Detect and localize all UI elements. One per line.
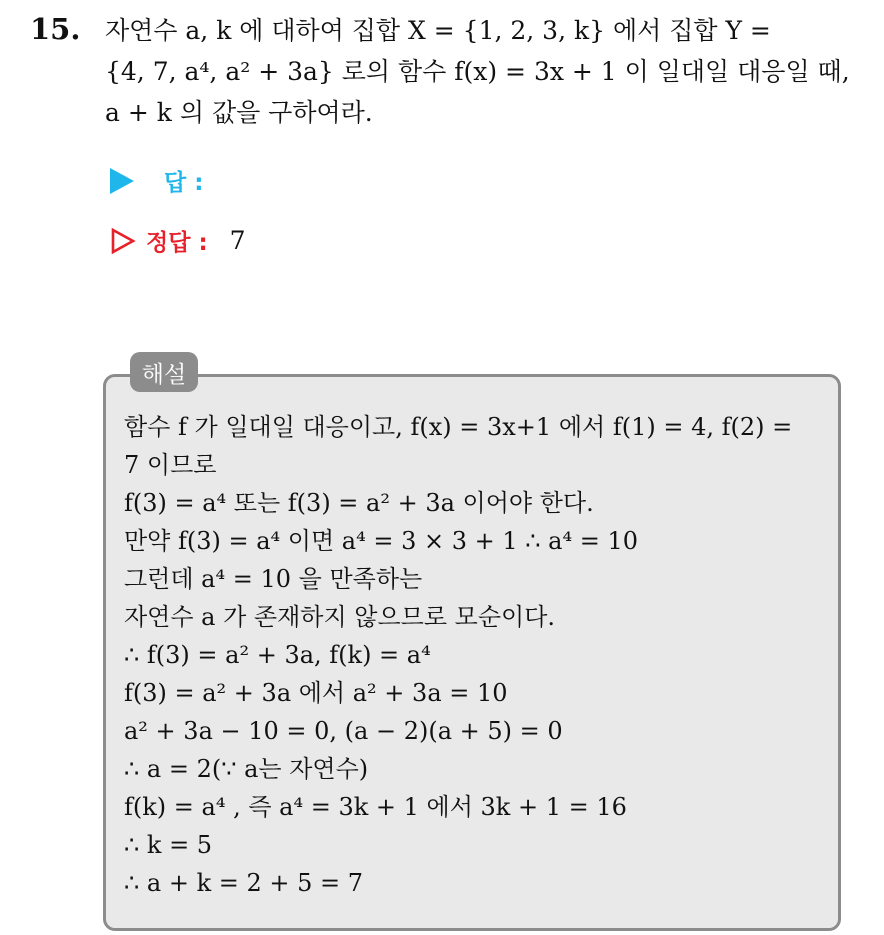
solution-line: 그런데 a⁴ = 10 을 만족하는	[124, 565, 423, 593]
correct-answer-row	[110, 224, 246, 257]
solution-line: ∴ k = 5	[124, 831, 213, 859]
problem-text-line: a + k 의 값을 구하여라.	[105, 98, 373, 127]
correct-answer-label: 정답 :	[146, 230, 208, 256]
play-triangle-outline-icon	[110, 227, 136, 255]
answer-row	[110, 164, 203, 197]
solution-line: ∴ a + k = 2 + 5 = 7	[124, 869, 364, 897]
solution-line: 7 이므로	[124, 451, 217, 479]
play-triangle-filled-icon	[110, 168, 134, 194]
problem-number: 15.	[30, 12, 81, 46]
solution-line: 함수 f 가 일대일 대응이고, f(x) = 3x+1 에서 f(1) = 4, f(2) =	[124, 413, 793, 441]
solution-line: f(3) = a⁴ 또는 f(3) = a² + 3a 이어야 한다.	[124, 489, 594, 517]
solution-line: ∴ f(3) = a² + 3a, f(k) = a⁴	[124, 641, 431, 669]
problem-text-line: {4, 7, a⁴, a² + 3a} 로의 함수 f(x) = 3x + 1 이 일대일 대응일 때,	[105, 57, 850, 86]
solution-text	[124, 408, 824, 902]
problem-text	[105, 10, 865, 133]
problem-text-line: 자연수 a, k 에 대하여 집합 X = {1, 2, 3, k} 에서 집합 Y =	[105, 16, 771, 45]
solution-line: a² + 3a − 10 = 0, (a − 2)(a + 5) = 0	[124, 717, 563, 745]
solution-tag: 해설	[130, 352, 198, 392]
solution-line: 자연수 a 가 존재하지 않으므로 모순이다.	[124, 603, 556, 631]
answer-label: 답 :	[164, 170, 204, 196]
solution-line: f(3) = a² + 3a 에서 a² + 3a = 10	[124, 679, 508, 707]
solution-line: 만약 f(3) = a⁴ 이면 a⁴ = 3 × 3 + 1 ∴ a⁴ = 10	[124, 527, 639, 555]
solution-line: ∴ a = 2(∵ a는 자연수)	[124, 755, 369, 783]
correct-answer-value: 7	[229, 226, 246, 255]
solution-line: f(k) = a⁴ , 즉 a⁴ = 3k + 1 에서 3k + 1 = 16	[124, 793, 627, 821]
